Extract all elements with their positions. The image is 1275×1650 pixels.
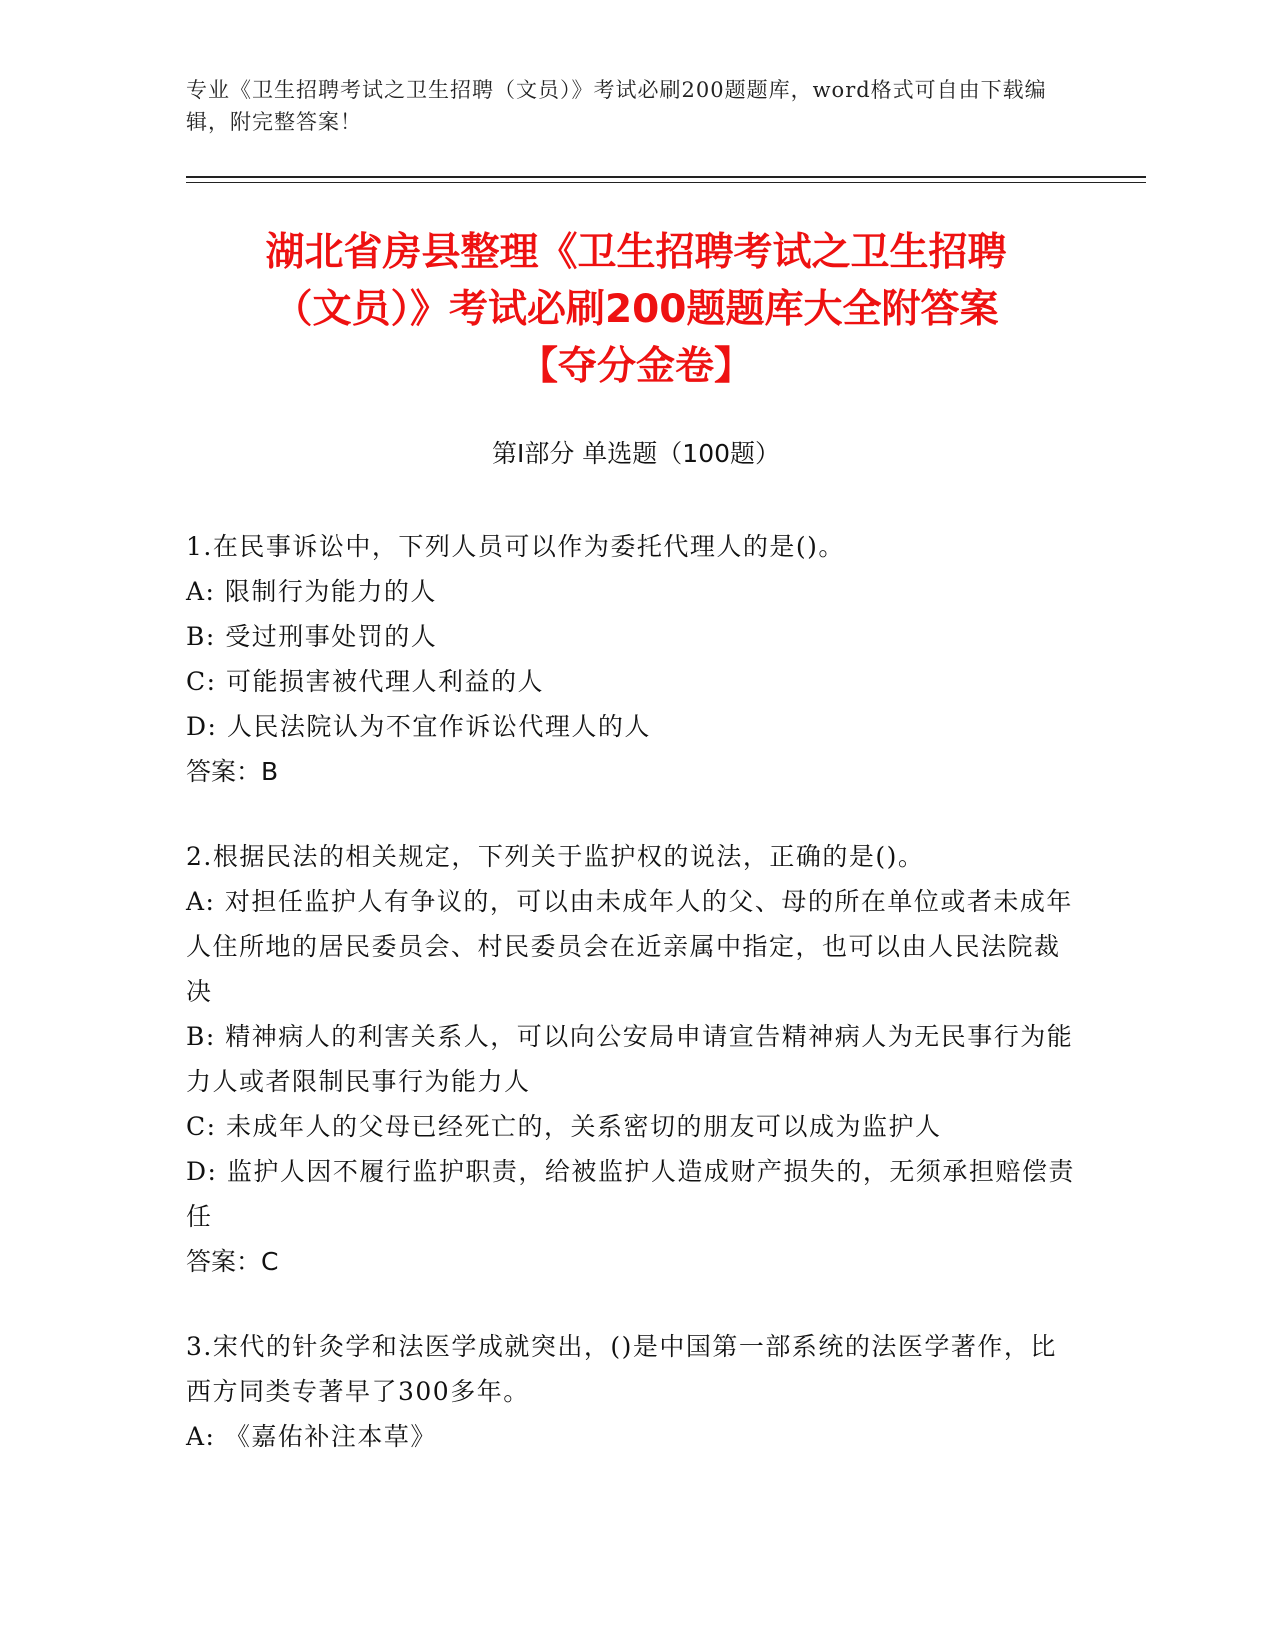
option-a: A: 限制行为能力的人	[186, 577, 437, 606]
document-title-line-2: （文员）》考试必刷200题题库大全附答案	[273, 287, 999, 332]
question-list	[186, 524, 1076, 1499]
question-3	[186, 1324, 1076, 1459]
question-stem: 2.根据民法的相关规定，下列关于监护权的说法，正确的是()。	[186, 842, 925, 871]
question-stem: 3.宋代的针灸学和法医学成就突出，()是中国第一部系统的法医学著作，比西方同类专著早了300多年。	[186, 1332, 1057, 1406]
header-divider-thick	[186, 176, 1146, 178]
question-1	[186, 524, 1076, 794]
option-d: D: 人民法院认为不宜作诉讼代理人的人	[186, 712, 651, 741]
answer: 答案：B	[186, 757, 279, 786]
option-a: A: 对担任监护人有争议的，可以由未成年人的父、母的所在单位或者未成年人住所地的居民委员会、村民委员会在近亲属中指定，也可以由人民法院裁决	[186, 887, 1073, 1006]
option-a: A: 《嘉佑补注本草》	[186, 1422, 437, 1451]
option-b: B: 精神病人的利害关系人，可以向公安局申请宣告精神病人为无民事行为能力人或者限制民事行为能力人	[186, 1022, 1074, 1096]
document-title	[186, 224, 1086, 395]
document-title-line-1: 湖北省房县整理《卫生招聘考试之卫生招聘	[265, 230, 1007, 275]
answer: 答案：C	[186, 1247, 279, 1276]
question-stem: 1.在民事诉讼中，下列人员可以作为委托代理人的是()。	[186, 532, 845, 561]
question-2	[186, 834, 1076, 1284]
option-b: B: 受过刑事处罚的人	[186, 622, 438, 651]
option-c: C: 未成年人的父母已经死亡的，关系密切的朋友可以成为监护人	[186, 1112, 942, 1141]
option-d: D: 监护人因不履行监护职责，给被监护人造成财产损失的，无须承担赔偿责任	[186, 1157, 1075, 1231]
section-heading: 第Ⅰ部分 单选题（100题）	[491, 439, 781, 468]
option-c: C: 可能损害被代理人利益的人	[186, 667, 544, 696]
header-divider-thin	[186, 182, 1146, 183]
header-note: 专业《卫生招聘考试之卫生招聘（文员）》考试必刷200题题库，word格式可自由下载编辑，附完整答案！	[186, 78, 1047, 134]
document-title-line-3: 【夺分金卷】	[518, 344, 753, 389]
